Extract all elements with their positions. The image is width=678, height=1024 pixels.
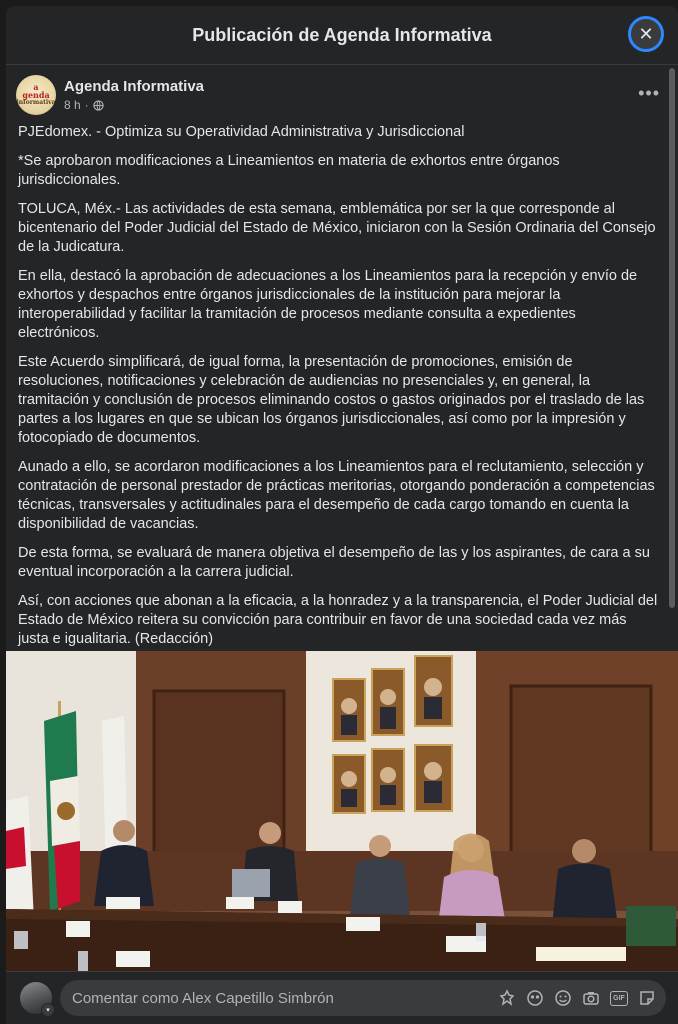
modal-title: Publicación de Agenda Informativa: [192, 24, 492, 45]
post-paragraph: *Se aprobaron modificaciones a Lineamientos en materia de exhortos entre órganos jurisdiccionales.: [18, 153, 560, 188]
meeting-photo: [6, 651, 678, 972]
camera-icon[interactable]: [582, 989, 600, 1007]
avatar-logo-text: informativa: [16, 99, 56, 106]
post-body: [6, 121, 678, 649]
post-paragraph: En ella, destacó la aprobación de adecuaciones a los Lineamientos para la recepción y envío de exhortos y despachos entre órganos jurisdiccionales de la institución para mejorar la interoperabilidad y facilitar la tramitación de procesos mediante consulta a expedientes electrónicos.: [18, 268, 638, 341]
post-photo[interactable]: [6, 651, 678, 972]
close-button[interactable]: [628, 16, 664, 52]
more-options-button[interactable]: [638, 83, 660, 104]
comment-tools: [498, 989, 656, 1007]
comment-bar: [6, 971, 678, 1024]
avatar-logo-text: a: [33, 82, 39, 92]
emoji-icon[interactable]: [554, 989, 572, 1007]
chevron-down-icon[interactable]: ▾: [41, 1003, 55, 1017]
sticker-icon[interactable]: [638, 989, 656, 1007]
close-icon: ✕: [638, 23, 654, 44]
comment-placeholder: Comentar como Alex Capetillo Simbrón: [72, 989, 334, 1007]
modal-header: [6, 6, 678, 65]
globe-icon: [93, 100, 104, 111]
page-avatar[interactable]: [16, 75, 56, 115]
gif-icon[interactable]: [610, 991, 628, 1006]
post-paragraph: De esta forma, se evaluará de manera objetiva el desempeño de las y los aspirantes, de cara a su eventual incorporación a la carrera judicial.: [18, 545, 650, 580]
post-time[interactable]: 8 h: [64, 98, 81, 112]
post-header: [6, 65, 678, 121]
avatar-sticker-icon[interactable]: [498, 989, 516, 1007]
post-author-info: [64, 78, 204, 112]
meta-separator: ·: [84, 98, 89, 112]
page-name[interactable]: Agenda Informativa: [64, 78, 205, 95]
post-paragraph: TOLUCA, Méx.- Las actividades de esta semana, emblemática por ser la que corresponde al bicentenario del Poder Judicial del Estado de México, iniciaron con la Sesión Ordinaria del Consejo de la Judicatura.: [18, 201, 656, 255]
post-paragraph: Aunado a ello, se acordaron modificaciones a los Lineamientos para el reclutamiento, selección y contratación de personal prestador de prácticas meritorias, otorgando ponderación a competencias técnicas, transversales y actitudinales para el desempeño de cada cargo tomando en cuenta la disponibilidad de vacancias.: [18, 459, 655, 532]
comment-input[interactable]: [60, 980, 666, 1016]
avatar-logo-text: genda: [22, 90, 50, 100]
post-paragraph: Así, con acciones que abonan a la eficacia, a la honradez y a la transparencia, el Poder Judicial del Estado de México reitera su convicción para contribuir en favor de una sociedad cada vez más justa e igualitaria. (Redacción): [18, 593, 658, 647]
post-scroll-area[interactable]: [6, 65, 678, 972]
post-meta: [64, 98, 204, 112]
scrollbar[interactable]: [669, 68, 675, 608]
post-paragraph: Este Acuerdo simplificará, de igual forma, la presentación de promociones, emisión de resoluciones, notificaciones y celebración de audiencias no presenciales y, en general, la tramitación y conclusión de procesos eliminando costos o gastos originados por el traslado de las partes a los lugares en que se ubican los órganos jurisdiccionales, así como por la impresión y fotocopiado de documentos.: [18, 354, 645, 446]
user-avatar[interactable]: [20, 982, 52, 1014]
more-icon: •••: [638, 83, 660, 103]
post-paragraph: PJEdomex. - Optimiza su Operatividad Administrativa y Jurisdiccional: [18, 124, 465, 140]
gif-label: GIF: [613, 994, 625, 1002]
mask-icon[interactable]: [526, 989, 544, 1007]
post-modal: [6, 6, 678, 1024]
